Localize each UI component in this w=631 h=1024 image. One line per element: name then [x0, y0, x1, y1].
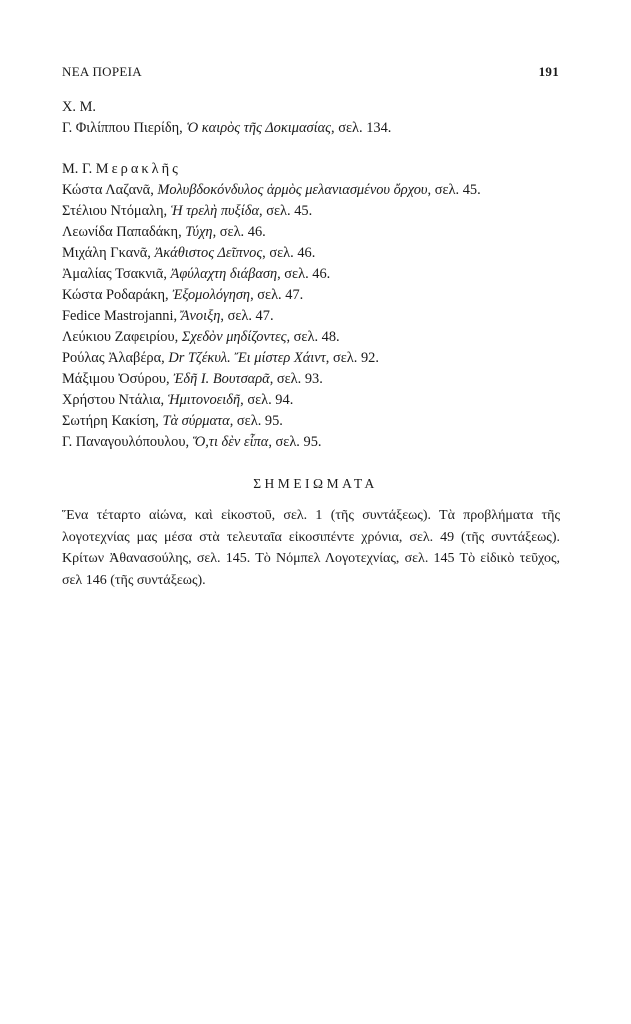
reviewer-group-2 — [62, 159, 572, 453]
entry-work: Ἐδῆ Ι. Βουτσαρᾶ — [173, 371, 270, 387]
entry-line — [62, 222, 572, 243]
entry-author: Λεωνίδα Παπαδάκη, — [62, 224, 186, 240]
entry-work: Ὅ,τι δὲν εἶπα — [192, 434, 269, 450]
entry-page: , σελ. 46. — [277, 266, 331, 282]
entry-work: Dr Τζέκυλ. Ἔι μίστερ Χάιντ — [168, 350, 326, 366]
entry-page: , σελ. 45. — [259, 203, 313, 219]
entry-line — [62, 369, 572, 390]
entry-work: Μολυβδοκόνδυλος ἁρμὸς μελανιασμένου ὄρχου — [157, 182, 428, 198]
notes-heading: ΣΗΜΕΙΩΜΑΤΑ — [253, 476, 378, 491]
entry-page: , σελ. 46. — [212, 224, 266, 240]
entry-work: Ἡ τρελὴ πυξίδα — [170, 203, 260, 219]
entry-work: Ἐξομολόγηση — [172, 287, 251, 303]
entry-page: , σελ. 48. — [286, 329, 340, 345]
entry-work: Τὰ σύρματα — [162, 413, 230, 429]
entry-line — [62, 201, 572, 222]
entry-line — [62, 432, 572, 453]
entry-page: , σελ. 47. — [220, 308, 274, 324]
entry-work: Ὁ καιρὸς τῆς Δοκιμασίας — [186, 120, 332, 136]
reviewer-name: Μερακλῆς — [95, 161, 181, 177]
entry-author: Ἀμαλίας Τσακνιᾶ, — [62, 266, 171, 282]
entry-line — [62, 306, 572, 327]
entry-page: , σελ. 95. — [229, 413, 283, 429]
entry-author: Σωτήρη Κακίση, — [62, 413, 163, 429]
reviewer-group-1 — [62, 97, 572, 139]
entry-author: Ρούλας Ἀλαβέρα, — [62, 350, 169, 366]
entry-work: Τύχη — [185, 224, 213, 240]
entry-page: , σελ. 46. — [262, 245, 316, 261]
notes-section — [62, 505, 560, 591]
entry-line — [62, 390, 572, 411]
entry-list — [62, 180, 572, 453]
entry-author: Μάξιμου Ὀσύρου, — [62, 371, 174, 387]
journal-title: ΝΕΑ ΠΟΡΕΙΑ — [62, 64, 142, 79]
entry-work: Σχεδὸν μηδίζοντες — [181, 329, 287, 345]
entry-work: Ἄνοιξη — [180, 308, 221, 324]
entry-page: , σελ. 45. — [427, 182, 481, 198]
entry-work: Ἀφύλαχτη διάβαση — [170, 266, 278, 282]
entry-page: , σελ. 47. — [250, 287, 304, 303]
page-number: 191 — [538, 64, 559, 79]
reviewer-heading — [62, 159, 572, 180]
entry-line — [62, 411, 572, 432]
entry-line — [62, 327, 572, 348]
entry-page: , σελ. 134. — [331, 120, 392, 136]
entry-page: , σελ. 93. — [269, 371, 323, 387]
entry-line — [62, 348, 572, 369]
entry-author: Κώστα Ροδαράκη, — [62, 287, 173, 303]
entry-page: , σελ. 92. — [325, 350, 379, 366]
entry-work: Ἀκάθιστος Δεῖπνος — [154, 245, 263, 261]
notes-paragraph: Ἕνα τέταρτο αἰώνα, καὶ εἰκοστοῦ, σελ. 1 (τῆς συντάξεως). Τὰ προβλήματα τῆς λογοτεχνίας μας μέσα στὰ τελευταῖα εἰκοσιπέντε χρόνια, σελ. 49 (τῆς συντάξεως). Κρίτων Ἀθανασούλης, σελ. 145. Τὸ Νόμπελ Λογοτεχνίας, σελ. 145 Τὸ εἰδικὸ τεῦχος, σελ 146 (τῆς συντάξεως). — [62, 508, 560, 588]
entry-work: Ἡμιτονοειδῆ — [167, 392, 241, 408]
entry-page: , σελ. 95. — [268, 434, 322, 450]
reviewer-initials: Μ. Γ. — [62, 161, 93, 177]
entry-line — [62, 118, 572, 139]
entry-line — [62, 285, 572, 306]
entry-author: Fedice Mastrojanni, — [62, 308, 181, 324]
entry-line — [62, 264, 572, 285]
entry-author: Γ. Παναγουλόπουλου, — [62, 434, 193, 450]
entry-author: Στέλιου Ντόμαλη, — [62, 203, 171, 219]
entry-author: Χρήστου Ντάλια, — [62, 392, 168, 408]
entry-page: , σελ. 94. — [240, 392, 294, 408]
entry-line — [62, 180, 572, 201]
entry-author: Λεύκιου Ζαφειρίου, — [62, 329, 182, 345]
reviewer-initials: Χ. Μ. — [62, 99, 96, 115]
entry-author: Γ. Φιλίππου Πιερίδη, — [62, 120, 187, 136]
entry-author: Κώστα Λαζανᾶ, — [62, 182, 158, 198]
entry-author: Μιχάλη Γκανᾶ, — [62, 245, 155, 261]
entry-line — [62, 243, 572, 264]
